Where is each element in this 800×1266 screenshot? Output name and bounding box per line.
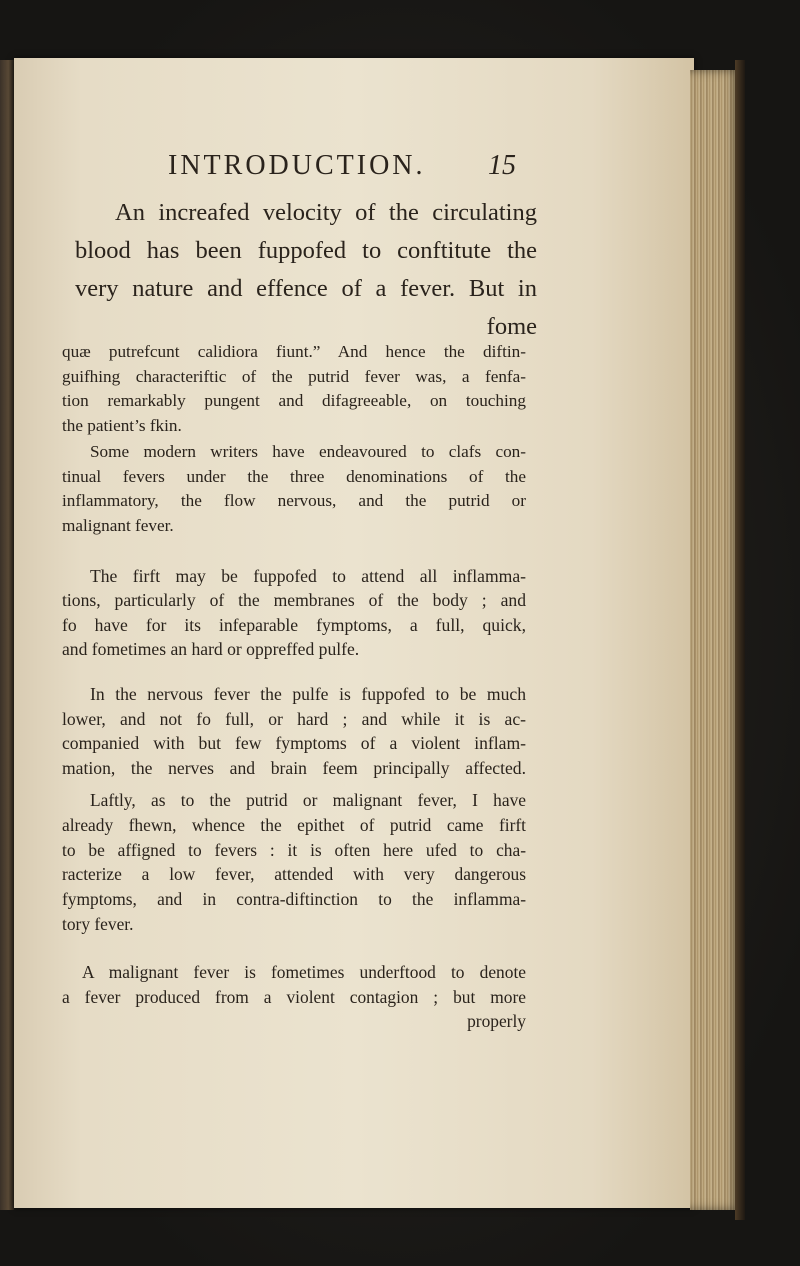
text-line: malignant fever. [62,515,174,535]
text-line: tory fever. [62,913,134,934]
running-title: INTRODUCTION. [168,150,426,181]
text-line: tinual fevers under the three denominations of the [62,466,526,486]
text-line: The firft may be fuppofed to attend all inflamma- [90,566,526,586]
text-line: already fhewn, whence the epithet of putrid came firft [62,814,526,835]
text-line: tion remarkably pungent and difagreeable, on touching [62,391,526,411]
text-line: fymptoms, and in contra-diftinction to the inflamma- [62,889,526,910]
paragraph [62,440,526,538]
text-line: lower, and not fo full, or hard ; and while it is ac- [62,708,526,729]
text-line: Some modern writers have endeavoured to clafs con- [90,442,526,461]
book-fore-edge [690,70,740,1210]
text-line: blood has been fuppofed to conftitute the [75,237,537,264]
paragraph [62,960,526,1034]
text-line: the patient’s fkin. [62,415,182,435]
paragraph [62,564,526,662]
page-number: 15 [488,150,516,181]
text-line: and fometimes an hard or oppreffed pulfe. [62,639,360,660]
text-line: to be affigned to fevers : it is often here ufed to cha- [62,839,526,860]
text-line: companied with but few fymptoms of a violent inflam- [62,733,526,754]
catchword-line: fome [486,313,537,340]
text-line: very nature and effence of a fever. But in [75,275,537,302]
left-page-edge [0,60,14,1210]
text-line: a fever produced from a violent contagion ; but more [62,986,526,1007]
catchword: properly [467,1011,526,1032]
text-line: mation, the nerves and brain feem principally affected. [62,757,526,778]
book-cover-edge [735,60,745,1220]
text-line: tions, particularly of the membranes of the body ; and [62,590,526,611]
paragraph [62,682,526,780]
large-text-block [75,194,537,346]
text-line: Laftly, as to the putrid or malignant fever, I have [90,790,526,810]
text-line: A malignant fever is fometimes underftood to denote [82,962,526,982]
text-line: racterize a low fever, attended with very dangerous [62,864,526,885]
text-line: guifhing characteriftic of the putrid fever was, a fenfa- [62,366,526,386]
text-line: In the nervous fever the pulfe is fuppofed to be much [90,684,526,704]
text-line: quæ putrefcunt calidiora fiunt.” And hence the diftin- [62,342,526,361]
paragraph [62,788,526,937]
text-line: fo have for its infeparable fymptoms, a full, quick, [62,614,526,635]
text-line: An increafed velocity of the circulating [115,199,537,226]
text-line: inflammatory, the flow nervous, and the putrid or [62,491,526,511]
paragraph [62,340,526,438]
